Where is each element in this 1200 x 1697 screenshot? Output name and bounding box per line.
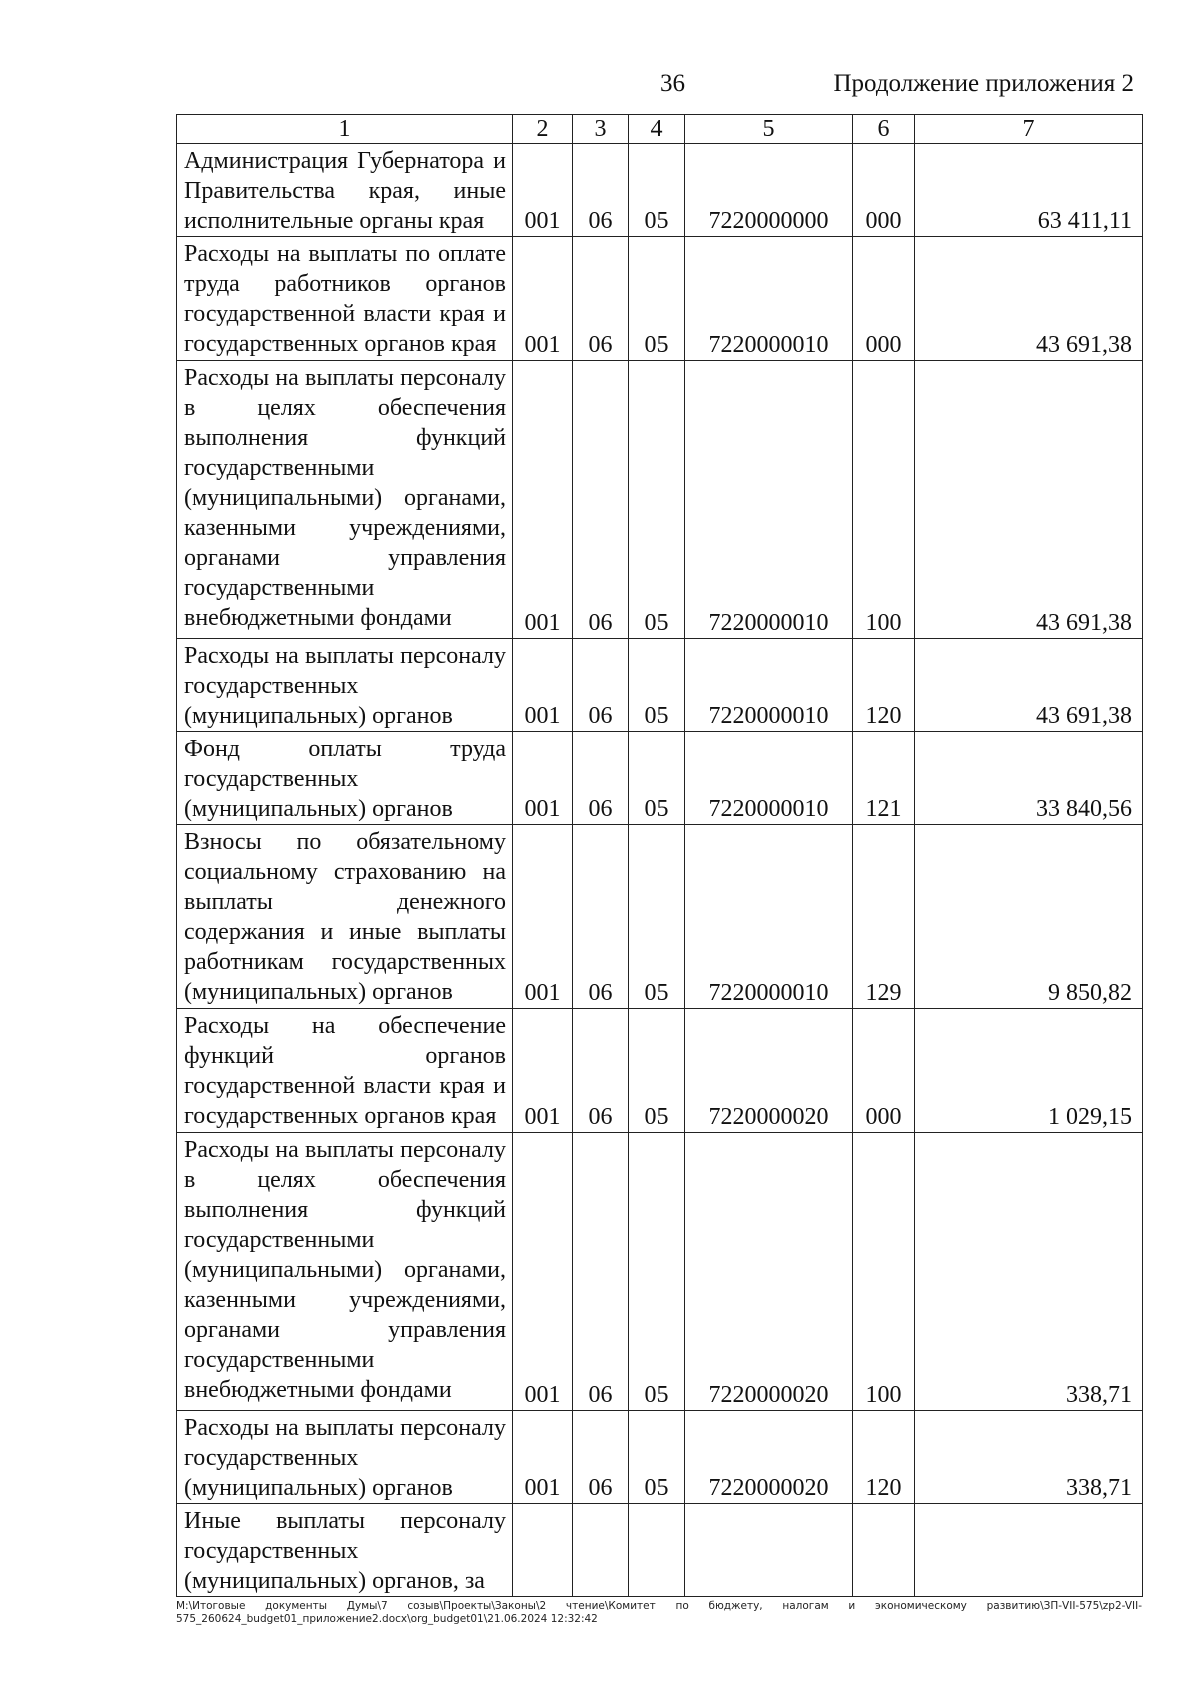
code-target-item: 7220000010 xyxy=(685,361,853,639)
expense-name: Иные выплаты персоналу государственных (муниципальных) органов, за xyxy=(177,1504,513,1597)
code-target-item: 7220000020 xyxy=(685,1411,853,1504)
code-target-item: 7220000000 xyxy=(685,144,853,237)
table-row xyxy=(177,639,1143,732)
code-target-item: 7220000010 xyxy=(685,639,853,732)
code-ministry: 001 xyxy=(513,361,573,639)
expense-name: Расходы на выплаты персоналу государственных (муниципальных) органов xyxy=(177,639,513,732)
expense-name: Фонд оплаты труда государственных (муниципальных) органов xyxy=(177,732,513,825)
table-row xyxy=(177,1009,1143,1133)
code-section: 06 xyxy=(573,237,629,361)
table-row xyxy=(177,1133,1143,1411)
column-header: 3 xyxy=(573,115,629,144)
expense-name: Расходы на выплаты персоналу в целях обеспечения выполнения функций государственными (муниципальными) органами, казенными учреждениями, органами управления государственными внебюджетными фондами xyxy=(177,361,513,639)
column-header: 5 xyxy=(685,115,853,144)
code-section: 06 xyxy=(573,1009,629,1133)
code-section: 06 xyxy=(573,639,629,732)
table-row xyxy=(177,825,1143,1009)
code-expense-type: 120 xyxy=(853,1411,915,1504)
code-target-item: 7220000010 xyxy=(685,237,853,361)
expense-name: Администрация Губернатора и Правительства края, иные исполнительные органы края xyxy=(177,144,513,237)
code-subsection: 05 xyxy=(629,1411,685,1504)
code-expense-type: 000 xyxy=(853,144,915,237)
file-path-footer: M:\Итоговые документы Думы\7 созыв\Проекты\Законы\2 чтение\Комитет по бюджету, налогам и экономическому развитию\ЗП-VII-575\zp2-VII-575_260624_budget01_приложение2.docx\org_budget01\21.06.2024 12:32:42 xyxy=(176,1600,1142,1625)
expense-name: Расходы на выплаты персоналу государственных (муниципальных) органов xyxy=(177,1411,513,1504)
amount: 338,71 xyxy=(915,1133,1143,1411)
table-row xyxy=(177,237,1143,361)
code-expense-type: 000 xyxy=(853,237,915,361)
column-header: 7 xyxy=(915,115,1143,144)
column-header: 2 xyxy=(513,115,573,144)
code-ministry: 001 xyxy=(513,237,573,361)
table-row xyxy=(177,732,1143,825)
code-subsection: 05 xyxy=(629,825,685,1009)
code-subsection: 05 xyxy=(629,1133,685,1411)
code-target-item: 7220000020 xyxy=(685,1133,853,1411)
code-expense-type: 129 xyxy=(853,825,915,1009)
expense-name: Расходы на обеспечение функций органов государственной власти края и государственных органов края xyxy=(177,1009,513,1133)
code-ministry: 001 xyxy=(513,639,573,732)
code-ministry: 001 xyxy=(513,1411,573,1504)
amount: 43 691,38 xyxy=(915,639,1143,732)
code-expense-type: 000 xyxy=(853,1009,915,1133)
budget-table xyxy=(176,114,1143,1597)
code-section: 06 xyxy=(573,144,629,237)
code-section xyxy=(573,1504,629,1597)
code-subsection xyxy=(629,1504,685,1597)
code-subsection: 05 xyxy=(629,361,685,639)
amount: 43 691,38 xyxy=(915,237,1143,361)
table-row xyxy=(177,144,1143,237)
amount: 43 691,38 xyxy=(915,361,1143,639)
code-ministry: 001 xyxy=(513,732,573,825)
continuation-title: Продолжение приложения 2 xyxy=(833,70,1134,97)
code-ministry: 001 xyxy=(513,825,573,1009)
code-ministry: 001 xyxy=(513,1009,573,1133)
amount: 9 850,82 xyxy=(915,825,1143,1009)
code-target-item: 7220000010 xyxy=(685,732,853,825)
table-row xyxy=(177,361,1143,639)
code-expense-type xyxy=(853,1504,915,1597)
code-subsection: 05 xyxy=(629,1009,685,1133)
code-expense-type: 120 xyxy=(853,639,915,732)
code-target-item: 7220000010 xyxy=(685,825,853,1009)
amount xyxy=(915,1504,1143,1597)
page-number: 36 xyxy=(660,70,685,97)
code-ministry: 001 xyxy=(513,144,573,237)
expense-name: Взносы по обязательному социальному страхованию на выплаты денежного содержания и иные выплаты работникам государственных (муниципальных) органов xyxy=(177,825,513,1009)
table-row xyxy=(177,1504,1143,1597)
code-expense-type: 121 xyxy=(853,732,915,825)
expense-name: Расходы на выплаты по оплате труда работников органов государственной власти края и государственных органов края xyxy=(177,237,513,361)
code-ministry: 001 xyxy=(513,1133,573,1411)
code-subsection: 05 xyxy=(629,639,685,732)
code-section: 06 xyxy=(573,1133,629,1411)
code-subsection: 05 xyxy=(629,237,685,361)
column-header: 1 xyxy=(177,115,513,144)
code-expense-type: 100 xyxy=(853,1133,915,1411)
table-row xyxy=(177,1411,1143,1504)
expense-name: Расходы на выплаты персоналу в целях обеспечения выполнения функций государственными (муниципальными) органами, казенными учреждениями, органами управления государственными внебюджетными фондами xyxy=(177,1133,513,1411)
amount: 63 411,11 xyxy=(915,144,1143,237)
code-target-item xyxy=(685,1504,853,1597)
code-expense-type: 100 xyxy=(853,361,915,639)
code-ministry xyxy=(513,1504,573,1597)
code-section: 06 xyxy=(573,361,629,639)
code-section: 06 xyxy=(573,1411,629,1504)
table-header-row xyxy=(177,115,1143,144)
amount: 33 840,56 xyxy=(915,732,1143,825)
code-section: 06 xyxy=(573,825,629,1009)
code-subsection: 05 xyxy=(629,144,685,237)
amount: 1 029,15 xyxy=(915,1009,1143,1133)
code-subsection: 05 xyxy=(629,732,685,825)
column-header: 4 xyxy=(629,115,685,144)
column-header: 6 xyxy=(853,115,915,144)
code-section: 06 xyxy=(573,732,629,825)
amount: 338,71 xyxy=(915,1411,1143,1504)
code-target-item: 7220000020 xyxy=(685,1009,853,1133)
